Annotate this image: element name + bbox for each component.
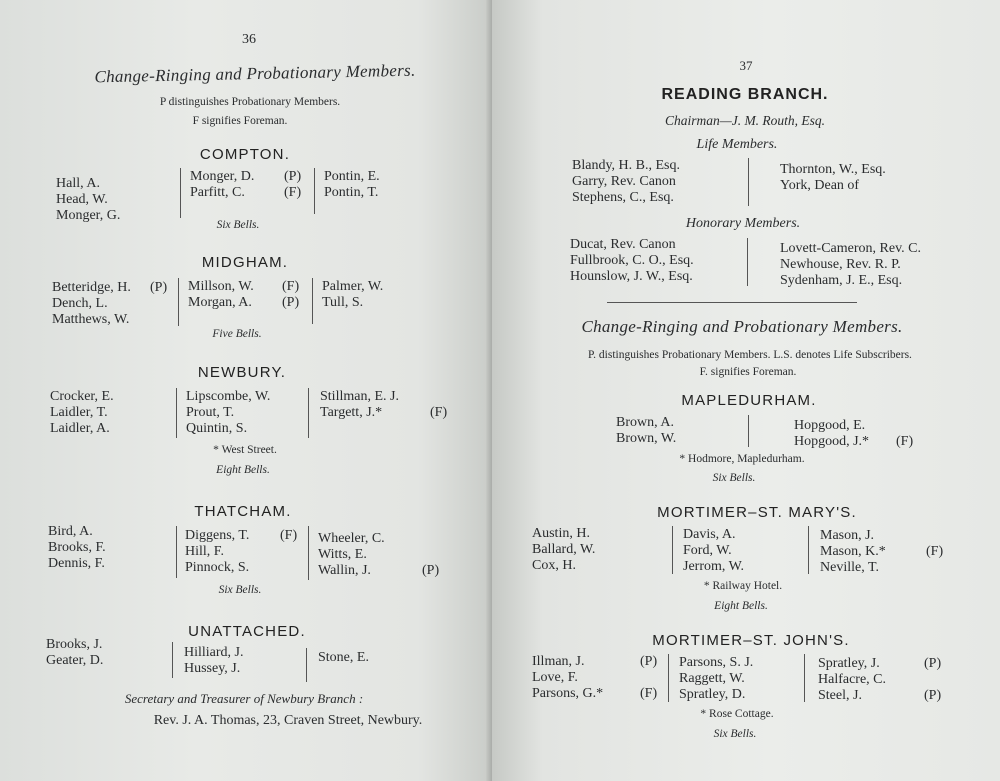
tower-column [320,389,399,421]
status-mark: (P) [150,280,168,295]
life-members-heading: Life Members. [696,137,778,152]
tower-name: MIDGHAM. [201,254,289,271]
member-name: Raggett, W. [679,671,745,686]
member-name: Thornton, W., Esq. [780,162,886,177]
section-heading: Change-Ringing and Probationary Members. [581,317,903,336]
member-name: Millson, W. [188,279,254,294]
member-name: Targett, J.* [320,405,383,420]
bells-count: Six Bells. [218,584,262,596]
tower-column [48,524,106,572]
member-name: Laidler, T. [50,405,108,420]
member-name: Diggens, T. [185,528,250,543]
member-name: Hall, A. [56,176,100,191]
section-rule [607,302,857,303]
member-name: Stillman, E. J. [320,389,399,404]
column-divider [172,642,173,678]
status-mark: (F) [896,434,914,449]
bells-count: Six Bells. [713,728,757,740]
member-name: Tull, S. [322,295,364,310]
member-name: Spratley, J. [818,656,880,671]
member-name: Garry, Rev. Canon [572,174,676,189]
member-name: Jerrom, W. [683,559,745,574]
honorary-members-left [570,237,694,285]
status-mark: (P) [284,169,302,184]
status-mark: (P) [422,563,440,578]
tower-column [683,527,744,575]
member-name: Love, F. [532,670,578,685]
member-name: Parsons, G.* [532,686,604,701]
member-name: Laidler, A. [50,421,110,436]
page-number: 37 [739,58,753,73]
footnote: * Hodmore, Mapledurham. [679,453,805,465]
member-name: Hussey, J. [184,661,241,676]
column-divider [306,648,307,682]
tower-column [616,415,676,447]
left-page [0,0,492,781]
tower-name: MORTIMER–ST. JOHN'S. [652,632,850,649]
chairman: Chairman—J. M. Routh, Esq. [664,113,826,128]
status-mark: (F) [640,686,658,701]
tower-name: MAPLEDURHAM. [681,392,817,409]
footnote: * Railway Hotel. [703,580,783,592]
member-name: Prout, T. [186,405,235,420]
member-name: Ballard, W. [532,542,596,557]
right-page [492,0,1000,781]
column-divider [747,238,748,286]
column-divider [312,278,313,324]
member-name: Brown, W. [616,431,677,446]
member-name: Pinnock, S. [185,560,250,575]
column-divider [308,388,309,438]
member-name: Halfacre, C. [818,672,887,687]
member-name: Hounslow, J. W., Esq. [570,269,693,284]
member-name: Quintin, S. [186,421,248,436]
note-probationary: P distinguishes Probationary Members. [159,96,341,108]
member-name: Hopgood, J.* [794,434,870,449]
member-name: Pontin, E. [324,169,380,184]
bells-count: Eight Bells. [216,464,270,476]
column-divider [748,158,749,206]
tower-column [186,389,270,437]
member-name: Wheeler, C. [318,531,385,546]
tower-column [52,280,131,328]
member-name: Sydenham, J. E., Esq. [780,273,903,288]
member-name: Palmer, W. [322,279,384,294]
member-name: Crocker, E. [50,389,114,404]
column-divider [308,526,309,580]
secretary-label: Secretary and Treasurer of Newbury Branch : [124,691,364,706]
bells-count: Five Bells. [212,328,262,340]
bells-count: Six Bells. [216,219,260,231]
column-divider [314,168,315,214]
column-divider [668,654,669,702]
member-name: Brooks, J. [46,637,103,652]
member-name: Illman, J. [532,654,585,669]
member-name: Parsons, S. J. [679,655,754,670]
tower-column [318,650,369,666]
member-name: Stone, E. [318,650,369,665]
member-name: Cox, H. [532,558,576,573]
tower-name: NEWBURY. [197,364,287,381]
member-name: Matthews, W. [52,312,130,327]
tower-column [679,655,753,703]
tower-name: THATCHAM. [194,503,292,520]
member-name: Brown, A. [616,415,674,430]
member-name: Neville, T. [820,560,879,575]
column-divider [176,526,177,578]
column-divider [808,526,809,574]
secretary-name: Rev. J. A. Thomas, 23, Craven Street, Newbury. [153,713,423,728]
tower-name: UNATTACHED. [188,623,306,640]
member-name: Spratley, D. [679,687,746,702]
tower-column [46,637,103,669]
member-name: Brooks, F. [48,540,106,555]
member-name: Davis, A. [683,527,736,542]
tower-column [188,279,254,311]
member-name: Hill, F. [185,544,224,559]
status-mark: (F) [926,544,944,559]
member-name: Steel, J. [818,688,862,703]
member-name: Ducat, Rev. Canon [570,237,676,252]
member-name: Blandy, H. B., Esq. [572,158,680,173]
member-name: Dennis, F. [48,556,105,571]
tower-column [818,656,886,704]
status-mark: (F) [280,528,298,543]
member-name: Monger, D. [190,169,255,184]
member-name: Dench, L. [52,296,108,311]
member-name: Witts, E. [318,547,367,562]
column-divider [180,168,181,218]
note-foreman: F signifies Foreman. [192,115,288,127]
tower-column [820,528,886,576]
bells-count: Eight Bells. [714,600,768,612]
member-name: Morgan, A. [188,295,252,310]
life-members-left [572,158,680,206]
tower-column [318,531,385,579]
status-mark: (P) [640,654,658,669]
tower-column [185,528,249,576]
life-members-right [780,162,886,194]
member-name: Austin, H. [532,526,590,541]
member-name: Hilliard, J. [184,645,244,660]
member-name: Betteridge, H. [52,280,131,295]
member-name: Wallin, J. [318,563,371,578]
tower-column [324,169,380,201]
tower-column [184,645,244,677]
tower-column [794,418,869,450]
footnote: * West Street. [213,444,277,456]
member-name: Parfitt, C. [190,185,245,200]
branch-title: READING BRANCH. [661,86,829,103]
tower-column [532,654,603,702]
tower-name: COMPTON. [199,146,291,163]
tower-column [190,169,254,201]
tower-column [532,526,595,574]
column-divider [804,654,805,702]
member-name: Hopgood, E. [794,418,866,433]
bells-count: Six Bells. [712,472,756,484]
member-name: Fullbrook, C. O., Esq. [570,253,694,268]
note-foreman: F. signifies Foreman. [699,366,797,378]
tower-name: MORTIMER–ST. MARY'S. [657,504,857,521]
member-name: Lovett-Cameron, Rev. C. [780,241,922,256]
member-name: Bird, A. [48,524,93,539]
column-divider [176,388,177,438]
member-name: Geater, D. [46,653,104,668]
status-mark: (F) [282,279,300,294]
footnote: * Rose Cottage. [700,708,774,720]
member-name: Lipscombe, W. [186,389,271,404]
member-name: Pontin, T. [324,185,379,200]
status-mark: (P) [924,688,942,703]
tower-column [56,176,120,224]
column-divider [672,526,673,574]
member-name: Mason, K.* [820,544,886,559]
column-divider [748,415,749,447]
member-name: Stephens, C., Esq. [572,190,674,205]
status-mark: (P) [924,656,942,671]
status-mark: (F) [430,405,448,420]
member-name: Mason, J. [820,528,875,543]
note-probationary: P. distinguishes Probationary Members. L.S. denotes Life Subscribers. [588,349,912,361]
column-divider [178,278,179,326]
tower-column [322,279,383,311]
member-name: Ford, W. [683,543,732,558]
honorary-members-heading: Honorary Members. [685,216,801,231]
tower-column [50,389,114,437]
member-name: Head, W. [56,192,108,207]
page-number: 36 [242,32,256,47]
status-mark: (P) [282,295,300,310]
status-mark: (F) [284,185,302,200]
member-name: Newhouse, Rev. R. P. [780,257,901,272]
section-heading: Change-Ringing and Probationary Members. [94,60,416,87]
honorary-members-right [780,241,921,289]
member-name: York, Dean of [780,178,860,193]
member-name: Monger, G. [56,208,121,223]
